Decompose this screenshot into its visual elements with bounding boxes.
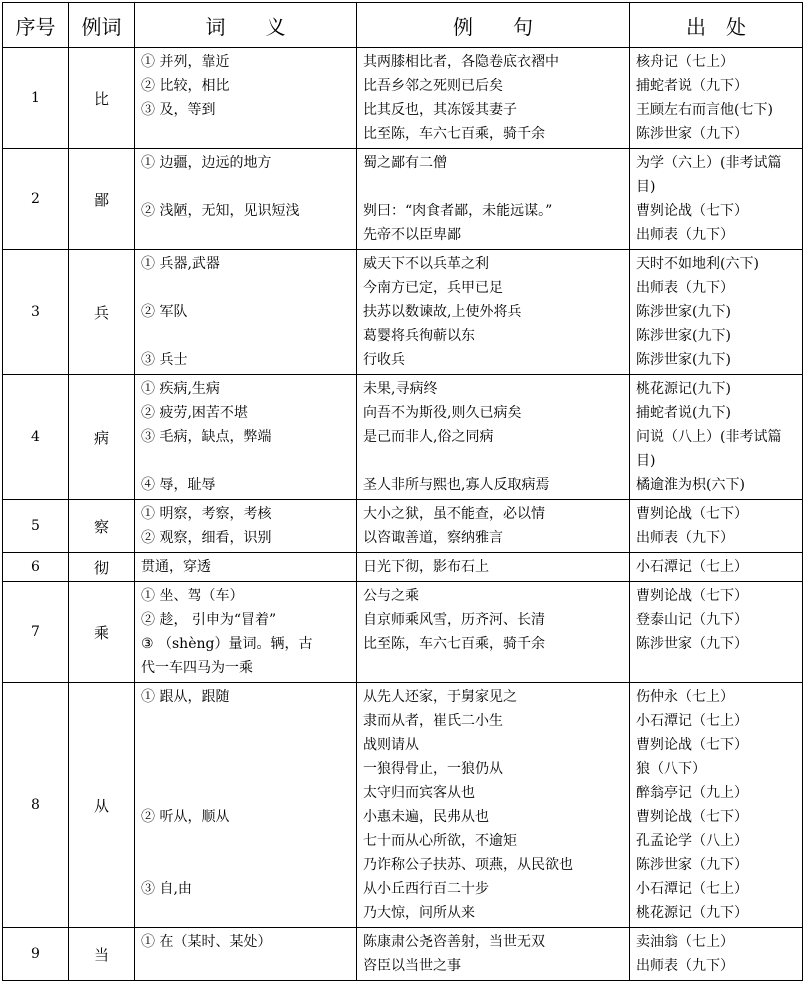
sentence-cell-line: 是己而非人,俗之同病 [363, 429, 494, 445]
source-cell [630, 500, 803, 553]
meaning-cell-line: ① 边疆，边远的地方 [141, 155, 272, 171]
source-cell-line: 捕蛇者说(九下) [636, 405, 731, 421]
meaning-cell [135, 375, 357, 500]
sentence-cell-line: 未果,寻病终 [363, 381, 438, 397]
meaning-cell-line: ① 并列，靠近 [141, 54, 230, 70]
meaning-cell-line: ③ （shèng）量词。辆，古 [141, 636, 313, 652]
meaning-cell-line: ③ 兵士 [141, 352, 188, 368]
table-body [3, 48, 803, 981]
meaning-cell-line: ① 兵器,武器 [141, 256, 220, 272]
example-word: 察 [69, 500, 135, 553]
meaning-cell-line [141, 733, 352, 757]
meaning-cell-line: ② 观察，细看，识别 [141, 530, 272, 546]
meaning-cell-line: ③ 毛病，缺点，弊端 [141, 429, 272, 445]
meaning-cell-line: ① 明察，考察，考核 [141, 506, 272, 522]
meaning-cell-line: ① 跟从，跟随 [141, 689, 230, 705]
row-number: 8 [3, 683, 69, 928]
row-number: 5 [3, 500, 69, 553]
sentence-cell-line: 从先人还家，于舅家见之 [363, 689, 517, 705]
source-cell-line: 橘逾淮为枳(六下) [636, 477, 745, 493]
source-cell-line: 卖油翁（七上） [636, 934, 734, 950]
sentence-cell-line: 自京师乘风雪，历齐河、长清 [363, 612, 545, 628]
sentence-cell-line [363, 656, 625, 680]
header-number: 序号 [3, 3, 69, 48]
row-number: 3 [3, 250, 69, 375]
sentence-cell-line: 小惠未遍，民弗从也 [363, 809, 489, 825]
header-source: 出 处 [630, 3, 803, 48]
meaning-cell-line: ② 听从，顺从 [141, 809, 230, 825]
table-row [3, 149, 803, 250]
meaning-cell-line: ② 比较，相比 [141, 78, 230, 94]
sentence-cell-line: 陈康肃公尧咨善射，当世无双 [363, 934, 545, 950]
source-cell-line: 目) [636, 453, 656, 469]
header-row [3, 3, 803, 48]
sentence-cell [357, 149, 630, 250]
meaning-cell-line: 贯通，穿透 [141, 559, 211, 575]
source-cell-line: 陈涉世家(九下) [636, 352, 731, 368]
meaning-cell [135, 48, 357, 149]
meaning-cell-line: ② 浅陋，无知，见识短浅 [141, 203, 300, 219]
source-cell [630, 48, 803, 149]
sentence-cell-line: 一狼得骨止，一狼仍从 [363, 761, 503, 777]
meaning-cell-line [141, 709, 352, 733]
source-cell-line: 孔孟论学（八上） [636, 833, 748, 849]
sentence-cell-line: 威天下不以兵革之利 [363, 256, 489, 272]
meaning-cell [135, 928, 357, 981]
meaning-cell-line: ② 趁， 引申为“冒着” [141, 612, 277, 628]
sentence-cell-line: 大小之狱，虽不能查，必以情 [363, 506, 545, 522]
row-number: 1 [3, 48, 69, 149]
sentence-cell-line: 隶而从者，崔氏二小生 [363, 713, 503, 729]
sentence-cell-line: 先帝不以臣卑鄙 [363, 227, 461, 243]
meaning-cell-line [141, 901, 352, 925]
sentence-cell-line: 乃大惊，问所从来 [363, 905, 475, 921]
sentence-cell [357, 553, 630, 582]
example-word: 彻 [69, 553, 135, 582]
meaning-cell-line [141, 853, 352, 877]
meaning-cell-line [141, 781, 352, 805]
example-word: 鄙 [69, 149, 135, 250]
source-cell-line: 天时不如地利(六下) [636, 256, 759, 272]
sentence-cell-line: 乃诈称公子扶苏、项燕，从民欲也 [363, 857, 573, 873]
meaning-cell-line [141, 223, 352, 247]
sentence-cell-line: 圣人非所与熙也,寡人反取病焉 [363, 477, 550, 493]
example-word: 当 [69, 928, 135, 981]
row-number: 2 [3, 149, 69, 250]
sentence-cell-line: 咨臣以当世之事 [363, 958, 461, 974]
table-row [3, 48, 803, 149]
sentence-cell-line [363, 449, 625, 473]
meaning-cell-line: ③ 自,由 [141, 881, 192, 897]
source-cell-line: 曹刿论战（七下） [636, 203, 748, 219]
source-cell-line: 出师表（九下） [636, 958, 734, 974]
source-cell-line: 出师表（九下） [636, 530, 734, 546]
source-cell-line: 桃花源记（九下） [636, 905, 748, 921]
source-cell-line: 陈涉世家（九下） [636, 126, 748, 142]
meaning-cell-line: ② 军队 [141, 304, 188, 320]
source-cell-line: 曹刿论战（七下） [636, 737, 748, 753]
source-cell-line: 醉翁亭记（九上） [636, 785, 748, 801]
meaning-cell-line: 代一车四马为一乘 [141, 660, 253, 676]
example-word: 乘 [69, 582, 135, 683]
sentence-cell-line: 葛婴将兵徇蕲以东 [363, 328, 475, 344]
sentence-cell-line: 以咨诹善道，察纳雅言 [363, 530, 503, 546]
meaning-cell-line [141, 829, 352, 853]
example-word: 从 [69, 683, 135, 928]
sentence-cell-line: 公与之乘 [363, 588, 419, 604]
sentence-cell-line: 行收兵 [363, 352, 405, 368]
sentence-cell-line: 今南方已定，兵甲已足 [363, 280, 503, 296]
source-cell [630, 582, 803, 683]
meaning-cell-line [141, 276, 352, 300]
table-row [3, 553, 803, 582]
sentence-cell-line: 蜀之鄙有二僧 [363, 155, 447, 171]
source-cell-line: 出师表（九下） [636, 227, 734, 243]
row-number: 9 [3, 928, 69, 981]
sentence-cell-line: 比至陈，车六七百乘，骑千余 [363, 636, 545, 652]
row-number: 6 [3, 553, 69, 582]
source-cell-line: 问说（八上）(非考试篇 [636, 429, 782, 445]
source-cell [630, 928, 803, 981]
sentence-cell-line: 从小丘西行百二十步 [363, 881, 489, 897]
meaning-cell-line: ③ 及，等到 [141, 102, 216, 118]
meaning-cell-line: ② 疲劳,困苦不堪 [141, 405, 248, 421]
header-meaning: 词 义 [135, 3, 357, 48]
meaning-cell [135, 553, 357, 582]
source-cell-line: 捕蛇者说（九下） [636, 78, 748, 94]
source-cell-line: 桃花源记(九下) [636, 381, 731, 397]
sentence-cell-line: 比其反也，其冻馁其妻子 [363, 102, 517, 118]
sentence-cell-line: 刿曰：“肉食者鄙，未能远谋。” [363, 203, 553, 219]
row-number: 7 [3, 582, 69, 683]
meaning-cell [135, 683, 357, 928]
sentence-cell [357, 683, 630, 928]
source-cell [630, 553, 803, 582]
sentence-cell [357, 375, 630, 500]
source-cell-line: 出师表（九下） [636, 280, 734, 296]
source-cell-line: 伤仲永（七上） [636, 689, 734, 705]
sentence-cell [357, 928, 630, 981]
meaning-cell-line [141, 324, 352, 348]
sentence-cell [357, 250, 630, 375]
meaning-cell-line [141, 954, 352, 978]
sentence-cell [357, 582, 630, 683]
source-cell-line: 核舟记（七上） [636, 54, 734, 70]
header-word: 例词 [69, 3, 135, 48]
meaning-cell-line [141, 122, 352, 146]
row-number: 4 [3, 375, 69, 500]
sentence-cell-line [363, 175, 625, 199]
sentence-cell-line: 比吾乡邻之死则已后矣 [363, 78, 503, 94]
table-row [3, 250, 803, 375]
source-cell-line: 曹刿论战（七下） [636, 588, 748, 604]
meaning-cell-line: ④ 辱，耻辱 [141, 477, 216, 493]
sentence-cell-line: 比至陈，车六七百乘，骑千余 [363, 126, 545, 142]
idiom-table [2, 2, 803, 981]
sentence-cell-line: 日光下彻，影布石上 [363, 559, 489, 575]
source-cell-line: 曹刿论战（七下） [636, 809, 748, 825]
meaning-cell-line: ① 在（某时、某处） [141, 934, 272, 950]
table-row [3, 582, 803, 683]
header-sentence: 例 句 [357, 3, 630, 48]
sentence-cell [357, 48, 630, 149]
example-word: 兵 [69, 250, 135, 375]
source-cell-line: 狼（八下） [636, 761, 706, 777]
source-cell [630, 250, 803, 375]
meaning-cell [135, 500, 357, 553]
table-row [3, 500, 803, 553]
sentence-cell-line: 太守归而宾客从也 [363, 785, 475, 801]
source-cell-line: 陈涉世家（九下） [636, 636, 748, 652]
example-word: 比 [69, 48, 135, 149]
sentence-cell-line: 向吾不为斯役,则久已病矣 [363, 405, 522, 421]
sentence-cell-line: 战则请从 [363, 737, 419, 753]
source-cell-line: 陈涉世家(九下) [636, 328, 731, 344]
meaning-cell-line [141, 175, 352, 199]
meaning-cell-line [141, 449, 352, 473]
meaning-cell [135, 250, 357, 375]
source-cell-line: 小石潭记（七上） [636, 881, 748, 897]
source-cell-line [636, 656, 798, 680]
source-cell-line: 陈涉世家（九下） [636, 857, 748, 873]
sentence-cell [357, 500, 630, 553]
meaning-cell-line [141, 757, 352, 781]
source-cell [630, 683, 803, 928]
table-row [3, 375, 803, 500]
source-cell-line: 登泰山记（九下） [636, 612, 748, 628]
meaning-cell-line: ① 疾病,生病 [141, 381, 220, 397]
source-cell [630, 149, 803, 250]
sentence-cell-line: 七十而从心所欲，不逾矩 [363, 833, 517, 849]
sentence-cell-line: 其两膝相比者，各隐卷底衣褶中 [363, 54, 559, 70]
meaning-cell-line: ① 坐、驾（车） [141, 588, 244, 604]
source-cell-line: 为学（六上）(非考试篇 [636, 155, 782, 171]
source-cell-line: 王顾左右而言他(七下) [636, 102, 773, 118]
sentence-cell-line: 扶苏以数谏故,上使外将兵 [363, 304, 522, 320]
table-row [3, 683, 803, 928]
source-cell [630, 375, 803, 500]
source-cell-line: 目) [636, 179, 656, 195]
example-word: 病 [69, 375, 135, 500]
meaning-cell [135, 149, 357, 250]
source-cell-line: 小石潭记（七上） [636, 559, 748, 575]
source-cell-line: 曹刿论战（七下） [636, 506, 748, 522]
source-cell-line: 小石潭记（七上） [636, 713, 748, 729]
table-row [3, 928, 803, 981]
source-cell-line: 陈涉世家(九下) [636, 304, 731, 320]
meaning-cell [135, 582, 357, 683]
